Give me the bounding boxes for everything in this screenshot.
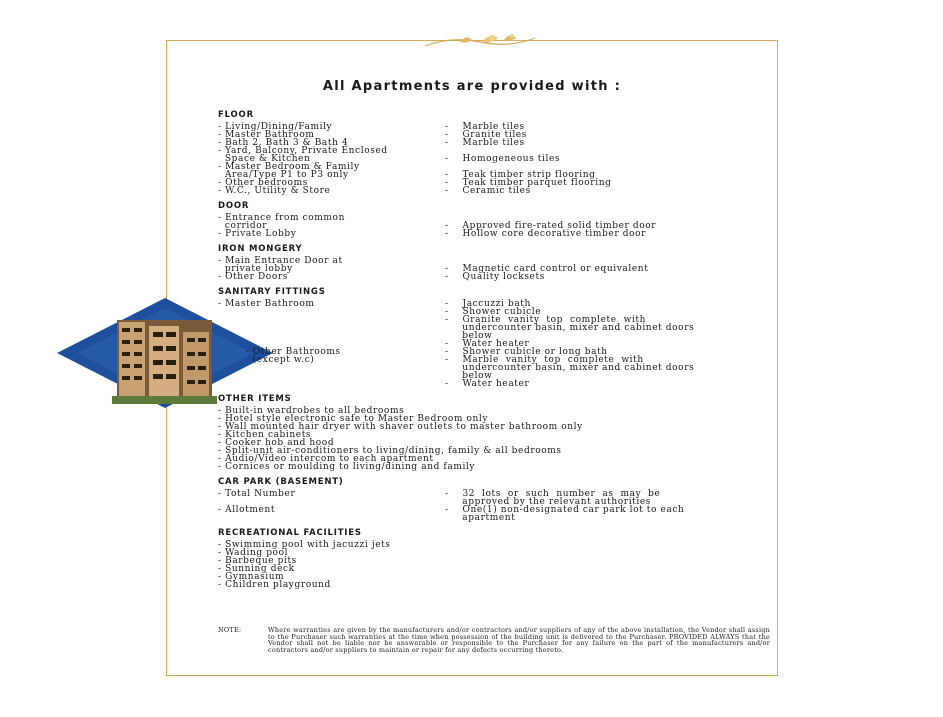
item-value: - Marble vanity top complete with [445,355,644,365]
recreational-heading: RECREATIONAL FACILITIES [218,528,362,538]
spec-content [218,104,770,589]
list-item: - Sunning deck [218,564,295,574]
item-label: - Other bedrooms [218,178,308,188]
other-items-heading: OTHER ITEMS [218,394,292,404]
item-value: - Teak timber parquet flooring [445,178,612,188]
list-item [218,187,770,195]
item-label: - Living/Dining/Family [218,122,333,132]
item-value: below [445,371,493,381]
item-label [218,364,445,372]
sanitary-heading: SANITARY FITTINGS [218,287,326,297]
item-value: apartment [445,513,516,523]
item-label [218,308,445,316]
list-item [218,273,770,281]
item-value: - Hollow core decorative timber door [445,229,647,239]
item-label: - Master Bathroom [218,299,315,309]
item-label: Area/Type P1 to P3 only [218,170,349,180]
item-value: - Water heater [445,379,530,389]
item-label: - Entrance from common [218,213,345,223]
list-item [218,324,770,332]
list-item: - Gymnasium [218,572,285,582]
item-value: - Water heater [445,339,530,349]
door-list [218,214,770,238]
item-label [218,316,445,324]
item-label: corridor [218,221,268,231]
floral-ornament-icon [420,30,540,52]
item-label: - W.C., Utility & Store [218,186,331,196]
item-label: Space & Kitchen [218,154,311,164]
list-item: - Cornices or moulding to living/dining and family [218,462,476,472]
list-item: - Kitchen cabinets [218,430,312,440]
item-value: below [445,331,493,341]
note [218,627,770,653]
list-item: - Wall mounted hair dryer with shaver outlets to master bathroom only [218,422,583,432]
list-item: - Barbeque pits [218,556,297,566]
item-value: - Marble tiles [445,122,525,132]
item-label [218,380,445,388]
item-label: - Allotment [218,505,276,515]
item-value: approved by the relevant authorities [445,497,652,507]
item-label: - Other Bathrooms [218,347,341,357]
list-item [218,230,770,238]
car-park-heading: CAR PARK (BASEMENT) [218,477,344,487]
floor-list [218,123,770,195]
recreational-list [218,541,770,589]
iron-mongery-heading: IRON MONGERY [218,244,303,254]
item-label [218,324,445,332]
item-value: - Marble tiles [445,138,525,148]
item-value: - Jaccuzzi bath [445,299,531,309]
page-title: All Apartments are provided with : [322,79,622,94]
door-heading: DOOR [218,201,250,211]
item-label [218,514,445,522]
item-label [218,372,445,380]
floor-heading: FLOOR [218,110,254,120]
item-value: - Granite vanity top complete with [445,315,646,325]
item-value: - Shower cubicle [445,307,542,317]
list-item: - Wading pool [218,548,289,558]
item-label: - Main Entrance Door at [218,256,343,266]
item-value: - Magnetic card control or equivalent [445,264,649,274]
item-label [218,332,445,340]
item-label: - Other Doors [218,272,288,282]
item-value: - Shower cubicle or long bath [445,347,608,357]
item-value: undercounter basin, mixer and cabinet doors [445,363,695,373]
item-label: - Total Number [218,489,296,499]
item-value: - 32 lots or such number as may be [445,489,661,499]
list-item [218,380,770,388]
list-item: - Cooker hob and hood [218,438,335,448]
item-value: - Homogeneous tiles [445,154,561,164]
note-text: Where warranties are given by the manufacturers and/or contractors and/or suppliers of any of the above installation, the Vendor shall assign to the Purchaser such warranties at the time when possession of the building unit is delivered to the Purchaser. PROVIDED ALWAYS that the Vendor shall not be liable nor be answerable or responsible to the Purchaser for any failure on the part of the manufacturers and/or contractors and/or suppliers to maintain or repair for any defects occurring thereto. [268,626,770,654]
item-label: private lobby [218,264,293,274]
list-item: - Children playground [218,580,331,590]
item-label: (except w.c) [218,355,315,365]
car-park-list [218,490,770,522]
item-value: - Approved fire-rated solid timber door [445,221,657,231]
item-label: - Master Bedroom & Family [218,162,360,172]
item-value: - Quality locksets [445,272,545,282]
item-label: - Private Lobby [218,229,297,239]
item-label: - Bath 2, Bath 3 & Bath 4 [218,138,349,148]
list-item: - Built-in wardrobes to all bedrooms [218,406,405,416]
item-label: - Yard, Balcony, Private Enclosed [218,146,388,156]
list-item: - Swimming pool with jacuzzi jets [218,540,391,550]
item-value: - Granite tiles [445,130,527,140]
item-label: - Master Bathroom [218,130,315,140]
list-item: - Hotel style electronic safe to Master Bedroom only [218,414,489,424]
list-item [218,514,770,522]
list-item [218,364,770,372]
sanitary-list [218,300,770,388]
iron-mongery-list [218,257,770,281]
other-items-list [218,407,770,471]
item-value: - Teak timber strip flooring [445,170,596,180]
list-item: - Audio/Video intercom to each apartment [218,454,434,464]
item-value: - One(1) non-designated car park lot to each [445,505,685,515]
item-value: - Ceramic tiles [445,186,531,196]
list-item: - Split-unit air-conditioners to living/dining, family & all bedrooms [218,446,562,456]
note-label: NOTE: [218,626,242,634]
item-value: undercounter basin, mixer and cabinet doors [445,323,695,333]
